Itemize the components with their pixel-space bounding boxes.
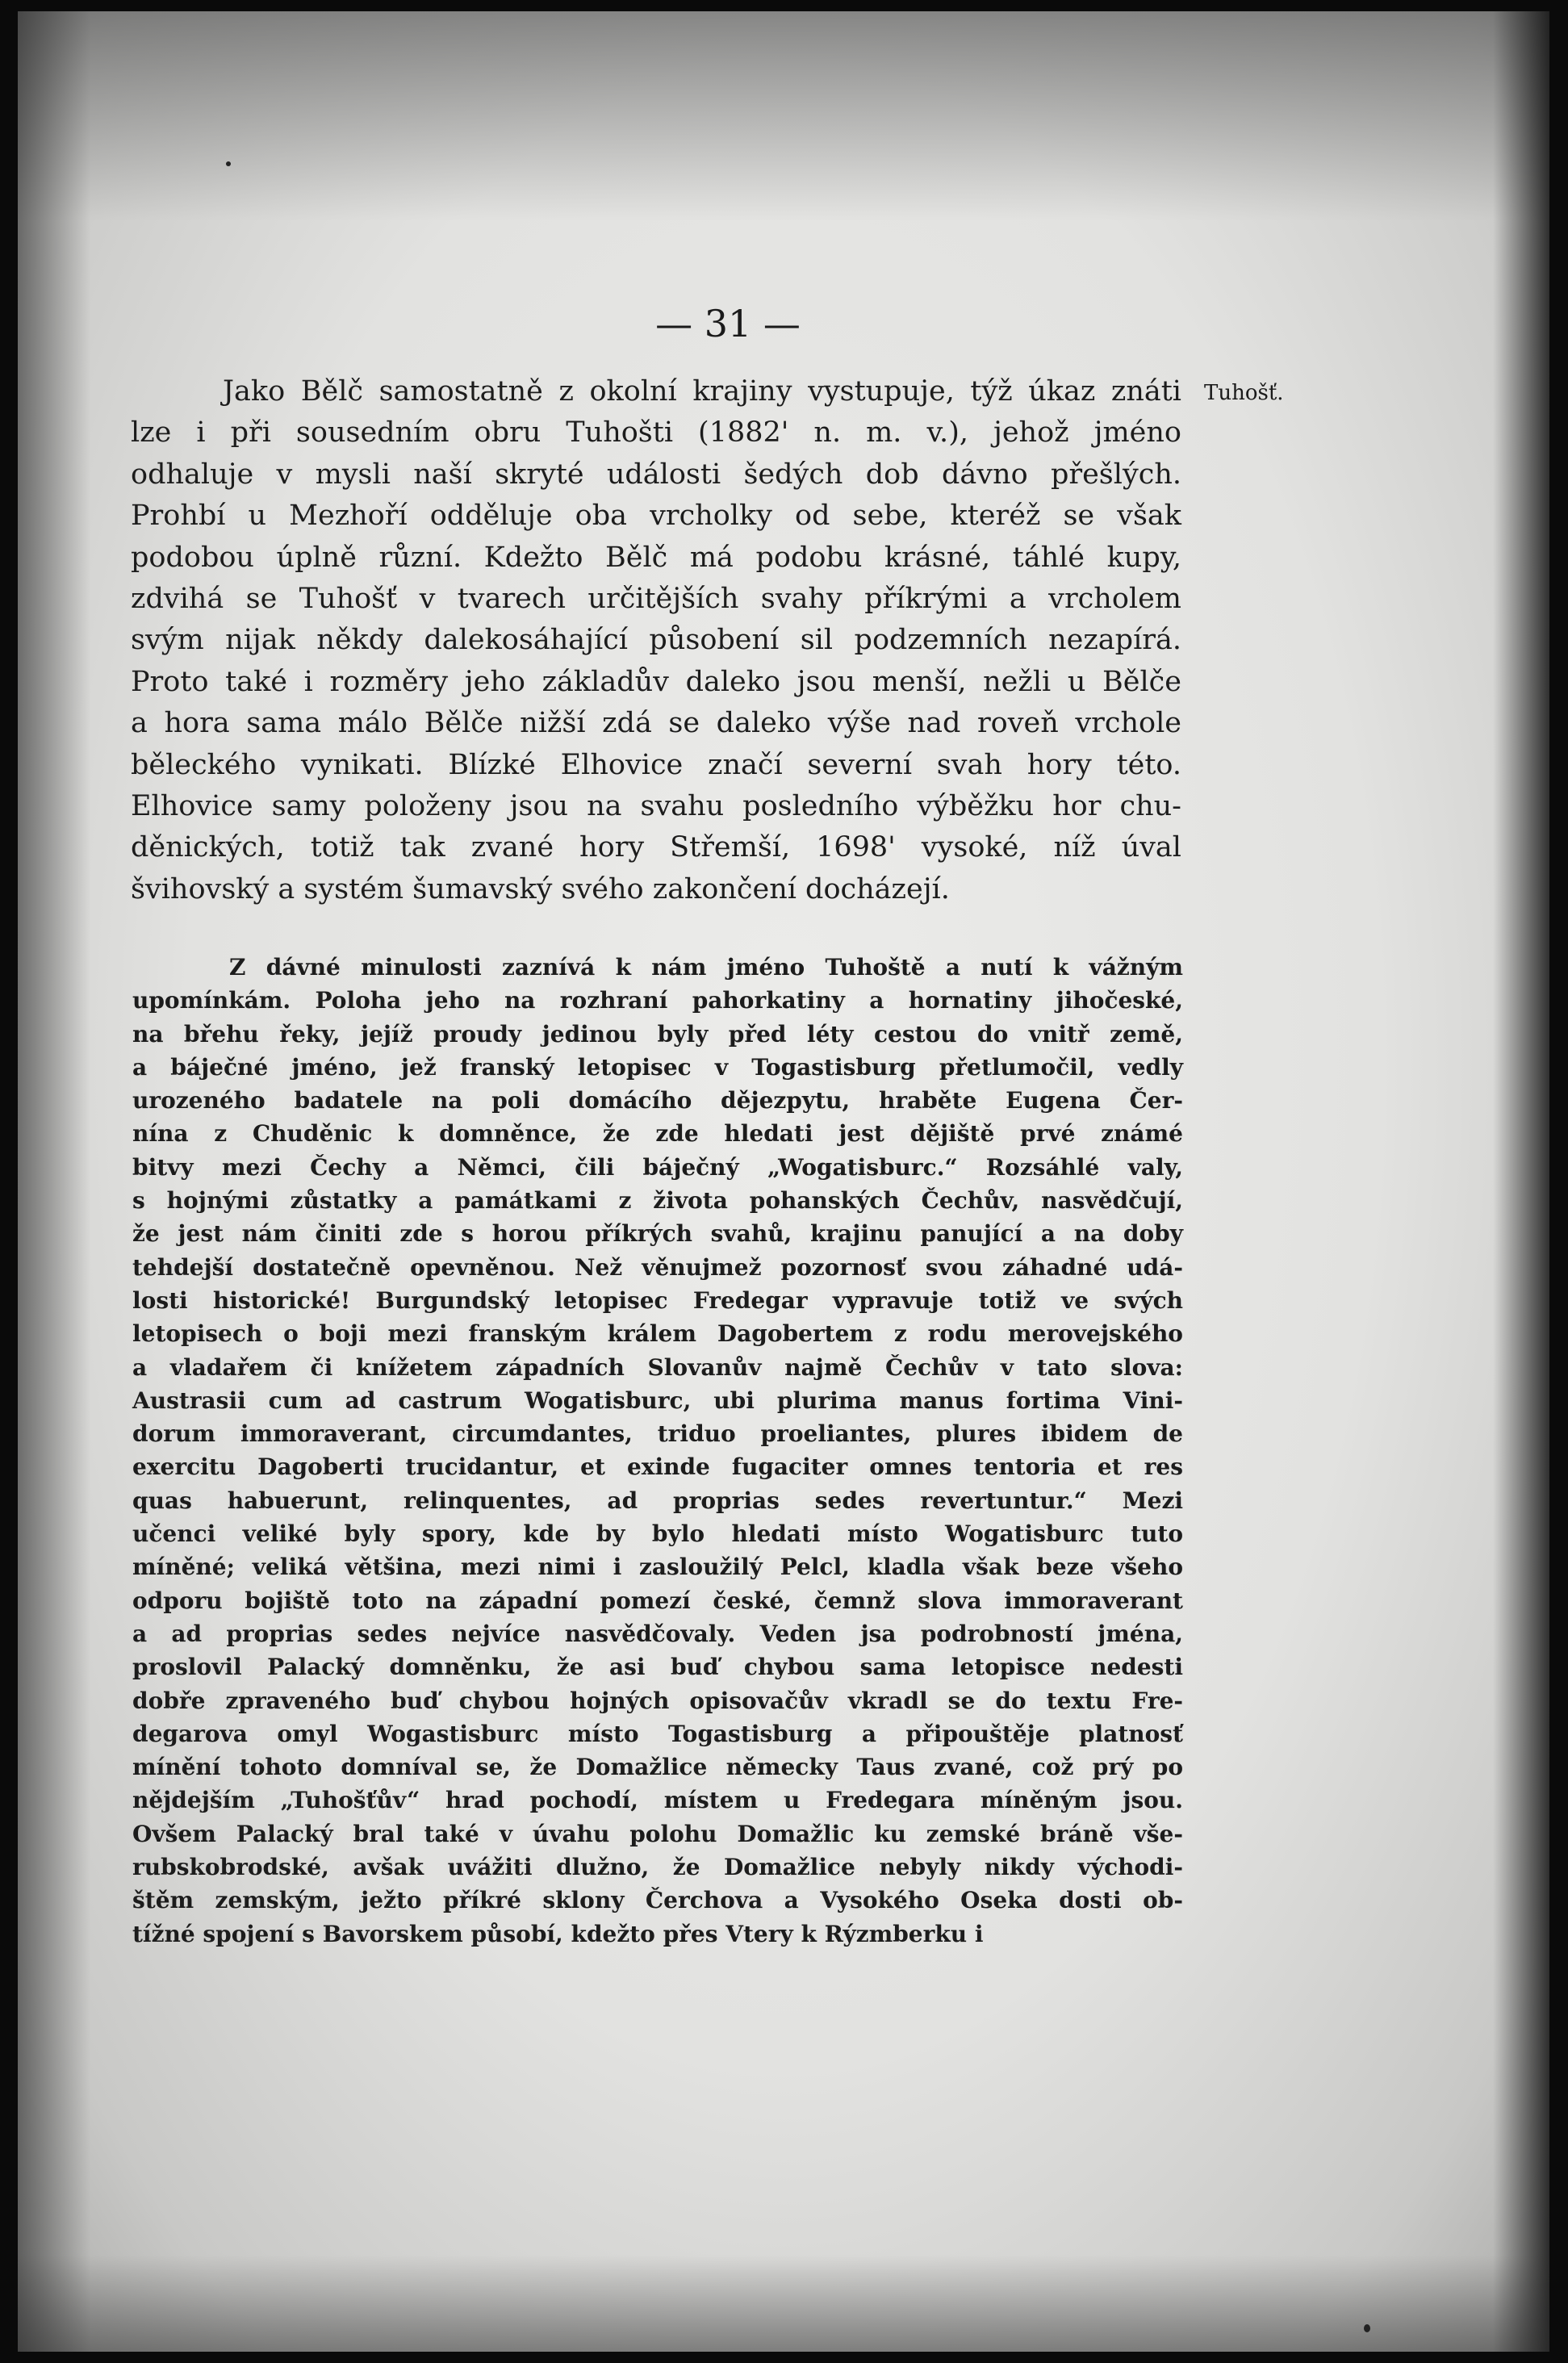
text-line: štěm zemským, ježto příkré sklony Čerchova a Vysokého Oseka dosti ob-: [132, 1887, 1183, 1914]
text-line: tížné spojení s Bavorskem působí, kdežto přes Vtery k Rýzmberku i: [132, 1920, 984, 1947]
text-line: svým nijak někdy dalekosáhající působení sil podzemních nezapírá.: [131, 624, 1181, 657]
text-line: Proto také i rozměry jeho základův daleko jsou menší, nežli u Bělče: [131, 665, 1181, 698]
text-line: a báječné jméno, jež franský letopisec v Togastisburg přetlumočil, vedly: [132, 1053, 1183, 1081]
text-line: losti historické! Burgundský letopisec Fredegar vypravuje totiž ve svých: [132, 1286, 1183, 1314]
text-line: quas habuerunt, relinquentes, ad proprias sedes revertuntur.“ Mezi: [132, 1487, 1183, 1514]
text-line: urozeného badatele na poli domácího dějezpytu, hraběte Eugena Čer-: [132, 1087, 1183, 1115]
text-line: letopisech o boji mezi franským králem Dagobertem z rodu merovejského: [132, 1320, 1183, 1348]
paragraph-1: [131, 371, 1181, 910]
ink-speck: [226, 161, 231, 166]
text-line: že jest nám činiti zde s horou příkrých svahů, krajinu panující a na doby: [132, 1220, 1183, 1248]
text-line: Z dávné minulosti zaznívá k nám jméno Tuhoště a nutí k vážným: [229, 954, 1183, 981]
text-line: míněné; veliká většina, mezi nimi i zasloužilý Pelcl, kladla však beze všeho: [132, 1554, 1183, 1581]
scan-shadow-right: [1493, 11, 1549, 2352]
text-line: upomínkám. Poloha jeho na rozhraní pahorkatiny a hornatiny jihočeské,: [132, 987, 1183, 1014]
text-line: nějdejším „Tuhošťův“ hrad pochodí, místem u Fredegara míněným jsou.: [132, 1787, 1183, 1814]
text-line: podobou úplně různí. Kdežto Bělč má podobu krásné, táhlé kupy,: [131, 541, 1181, 574]
text-line: degarova omyl Wogastisburc místo Togastisburg a připouštěje platnosť: [132, 1720, 1183, 1747]
text-line: tehdejší dostatečně opevněnou. Než věnujmež pozornosť svou záhadné udá-: [132, 1253, 1183, 1281]
paragraph-2: [132, 951, 1183, 1951]
margin-note: Tuhošť.: [1204, 381, 1284, 405]
text-line: Jako Bělč samostatně z okolní krajiny vystupuje, týž úkaz znáti: [223, 375, 1181, 408]
text-line: učenci veliké byly spory, kde by bylo hledati místo Wogatisburc tuto: [132, 1520, 1183, 1548]
text-line: dorum immoraverant, circumdantes, triduo proeliantes, plures ibidem de: [132, 1420, 1183, 1448]
text-line: proslovil Palacký domněnku, že asi buď chybou sama letopisce nedesti: [132, 1654, 1183, 1681]
text-line: Elhovice samy položeny jsou na svahu posledního výběžku hor chu-: [131, 790, 1181, 823]
text-line: mínění tohoto domníval se, že Domažlice německy Taus zvané, což prý po: [132, 1754, 1183, 1781]
page-number: — 31 —: [655, 302, 801, 345]
text-line: nína z Chuděnic k domněnce, že zde hledati jest dějiště prvé známé: [132, 1120, 1183, 1148]
text-line: lze i při sousedním obru Tuhošti (1882' n. m. v.), jehož jméno: [131, 416, 1181, 450]
text-line: Austrasii cum ad castrum Wogatisburc, ubi plurima manus fortima Vini-: [132, 1386, 1183, 1414]
text-line: bitvy mezi Čechy a Němci, čili báječný „Wogatisburc.“ Rozsáhlé valy,: [132, 1153, 1183, 1181]
ink-speck: [1364, 2324, 1370, 2332]
text-line: švihovský a systém šumavský svého zakončení docházejí.: [131, 872, 950, 905]
text-line: a ad proprias sedes nejvíce nasvědčovaly. Veden jsa podrobností jména,: [132, 1620, 1183, 1647]
text-line: Ovšem Palacký bral také v úvahu polohu Domažlic ku zemské bráně vše-: [132, 1820, 1183, 1847]
text-line: odhaluje v mysli naší skryté události šedých dob dávno přešlých.: [131, 458, 1181, 491]
scan-shadow-bottom: [18, 2255, 1549, 2352]
book-page: [18, 11, 1549, 2352]
text-line: exercitu Dagoberti trucidantur, et exinde fugaciter omnes tentoria et res: [132, 1453, 1183, 1481]
text-line: dobře zpraveného buď chybou hojných opisovačův vkradl se do textu Fre-: [132, 1687, 1183, 1714]
text-line: a hora sama málo Bělče nižší zdá se daleko výše nad roveň vrchole: [131, 707, 1181, 740]
text-line: běleckého vynikati. Blízké Elhovice značí severní svah hory této.: [131, 748, 1181, 781]
scan-shadow-left: [18, 11, 90, 2352]
text-line: na břehu řeky, jejíž proudy jedinou byly před léty cestou do vnitř země,: [132, 1020, 1183, 1048]
text-line: Prohbí u Mezhoří odděluje oba vrcholky od sebe, kteréž se však: [131, 500, 1181, 533]
scan-shadow-top: [18, 11, 1549, 221]
text-line: děnických, totiž tak zvané hory Střemší, 1698' vysoké, níž úval: [131, 831, 1181, 864]
text-line: a vladařem či knížetem západních Slovanův najmě Čechův v tato slova:: [132, 1353, 1183, 1381]
text-line: odporu bojiště toto na západní pomezí české, čemnž slova immoraverant: [132, 1587, 1183, 1614]
text-line: s hojnými zůstatky a památkami z života pohanských Čechův, nasvědčují,: [132, 1187, 1183, 1215]
text-line: zdvihá se Tuhošť v tvarech určitějších svahy příkrými a vrcholem: [131, 583, 1181, 616]
text-line: rubskobrodské, avšak uvážiti dlužno, že Domažlice nebyly nikdy východi-: [132, 1854, 1183, 1881]
